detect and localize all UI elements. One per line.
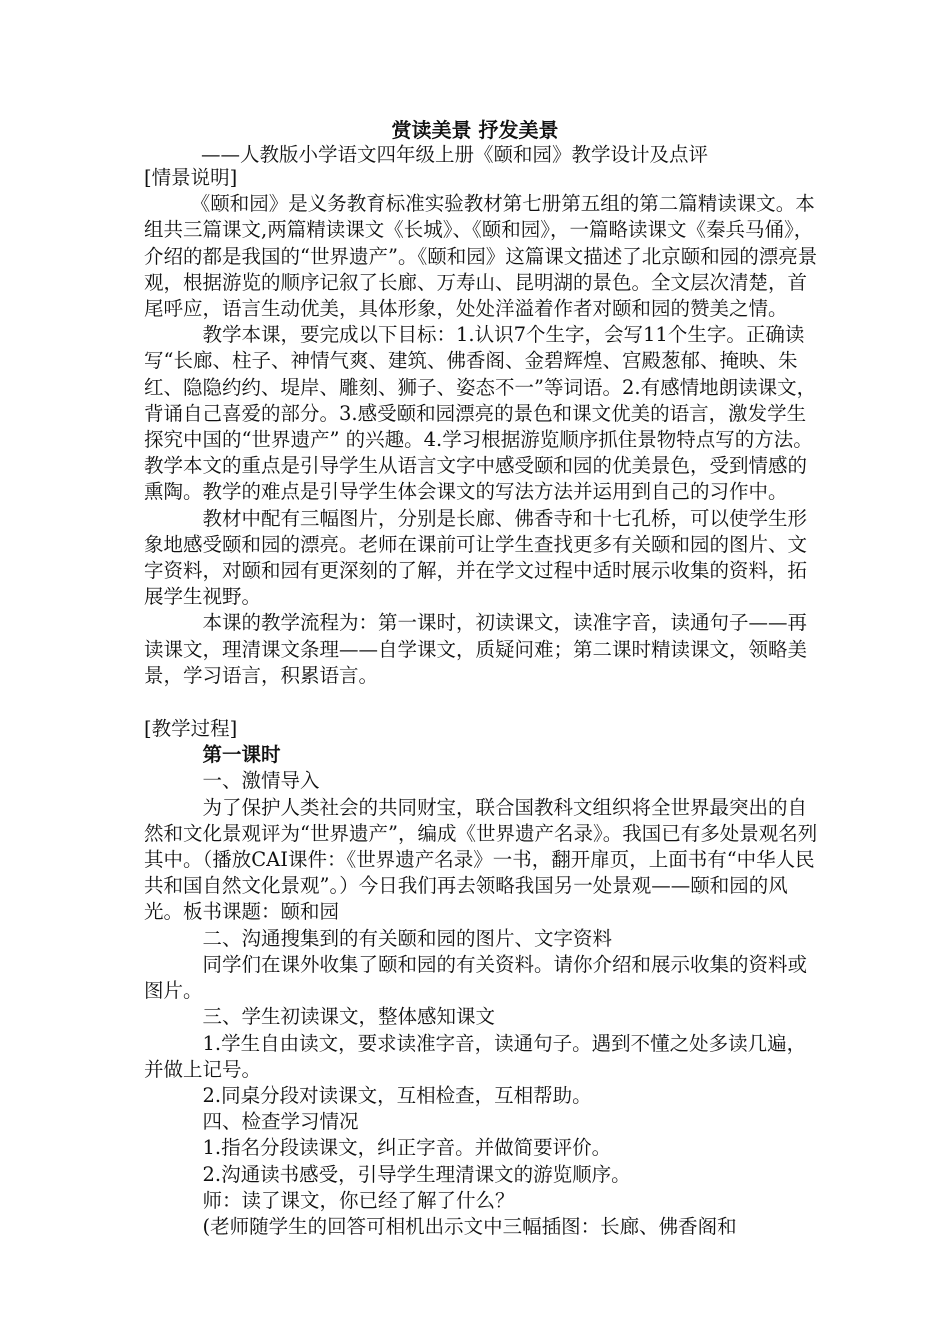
step-heading: 三、学生初读课文，整体感知课文 <box>202 1005 496 1029</box>
paragraph: 为了保护人类社会的共同财宝，联合国教科文组织将全世界最突出的自然和文化景观评为“世界遗产”，编成《世界遗产名录》。我国已有多处景观名列其中。（播放CAI课件：《世界遗产名录》一书，翻开扉页，上面书有“中华人民共和国自然文化景观”。）今日我们再去领略我国另一处景观——颐和园的风光。板书课题：颐和园 <box>144 795 818 924</box>
list-item: 1.学生自由读文，要求读准字音，读通句子。遇到不懂之处多读几遍，并做上记号。 <box>144 1031 807 1081</box>
document-body <box>144 165 824 1240</box>
step-heading: 四、检查学习情况 <box>202 1110 359 1134</box>
step-heading: 一、激情导入 <box>202 769 320 793</box>
paragraph: 同学们在课外收集了颐和园的有关资料。请你介绍和展示收集的资料或图片。 <box>144 952 808 1003</box>
paragraph: (老师随学生的回答可相机出示文中三幅插图：长廊、佛香阁和 <box>202 1214 737 1238</box>
section-heading-scenario: [情景说明] <box>144 166 238 189</box>
paragraph: 本课的教学流程为：第一课时，初读课文，读准字音，读通句子——再读课文，理清课文条理——自学课文，质疑问难；第二课时精读课文，领略美景，学习语言，积累语言。 <box>144 611 808 687</box>
lesson-title: 第一课时 <box>202 743 281 767</box>
document-subtitle: ——人教版小学语文四年级上册《颐和园》教学设计及点评 <box>201 143 709 166</box>
paragraph: 师：读了课文，你已经了解了什么？ <box>202 1188 515 1212</box>
paragraph: 教学本课，要完成以下目标：1.认识7个生字，会写11个生字。正确读写“长廊、柱子、神情气爽、建筑、佛香阁、金碧辉煌、宫殿葱郁、掩映、朱红、隐隐约约、堤岸、雕刻、狮子、姿态不一”等词语。2.有感情地朗读课文，背诵自己喜爱的部分。3.感受颐和园漂亮的景色和课文优美的语言，激发学生探究中国的“世界遗产” 的兴趣。4.学习根据游览顺序抓住景物特点写的方法。教学本文的重点是引导学生从语言文字中感受颐和园的优美景色，受到情感的熏陶。教学的难点是引导学生体会课文的写法方法并运用到自己的习作中。 <box>144 323 817 504</box>
step-heading: 二、沟通搜集到的有关颐和园的图片、文字资料 <box>202 926 613 950</box>
section-heading-process: [教学过程] <box>144 717 238 741</box>
list-item: 2.沟通读书感受，引导学生理清课文的游览顺序。 <box>202 1162 631 1186</box>
list-item: 2.同桌分段对读课文，互相检查，互相帮助。 <box>202 1083 592 1107</box>
list-item: 1.指名分段读课文，纠正字音。并做简要评价。 <box>202 1136 612 1160</box>
spacer <box>144 689 824 716</box>
paragraph: 教材中配有三幅图片，分别是长廊、佛香寺和十七孔桥，可以使学生形象地感受颐和园的漂亮。老师在课前可让学生查找更多有关颐和园的图片、文字资料，对颐和园有更深刻的了解，并在学文过程中适时展示收集的资料，拓展学生视野。 <box>144 506 808 609</box>
document-title: 赏读美景 抒发美景 <box>391 118 559 142</box>
paragraph: 《颐和园》是义务教育标准实验教材第七册第五组的第二篇精读课文。本组共三篇课文,两篇精读课文《长城》、《颐和园》，一篇略读课文《秦兵马俑》，介绍的都是我国的“世界遗产”。《颐和园》这篇课文描述了北京颐和园的漂亮景观，根据游览的顺序记叙了长廊、万寿山、昆明湖的景色。全文层次清楚，首尾呼应，语言生动优美，具体形象，处处洋溢着作者对颐和园的赞美之情。 <box>144 192 818 321</box>
